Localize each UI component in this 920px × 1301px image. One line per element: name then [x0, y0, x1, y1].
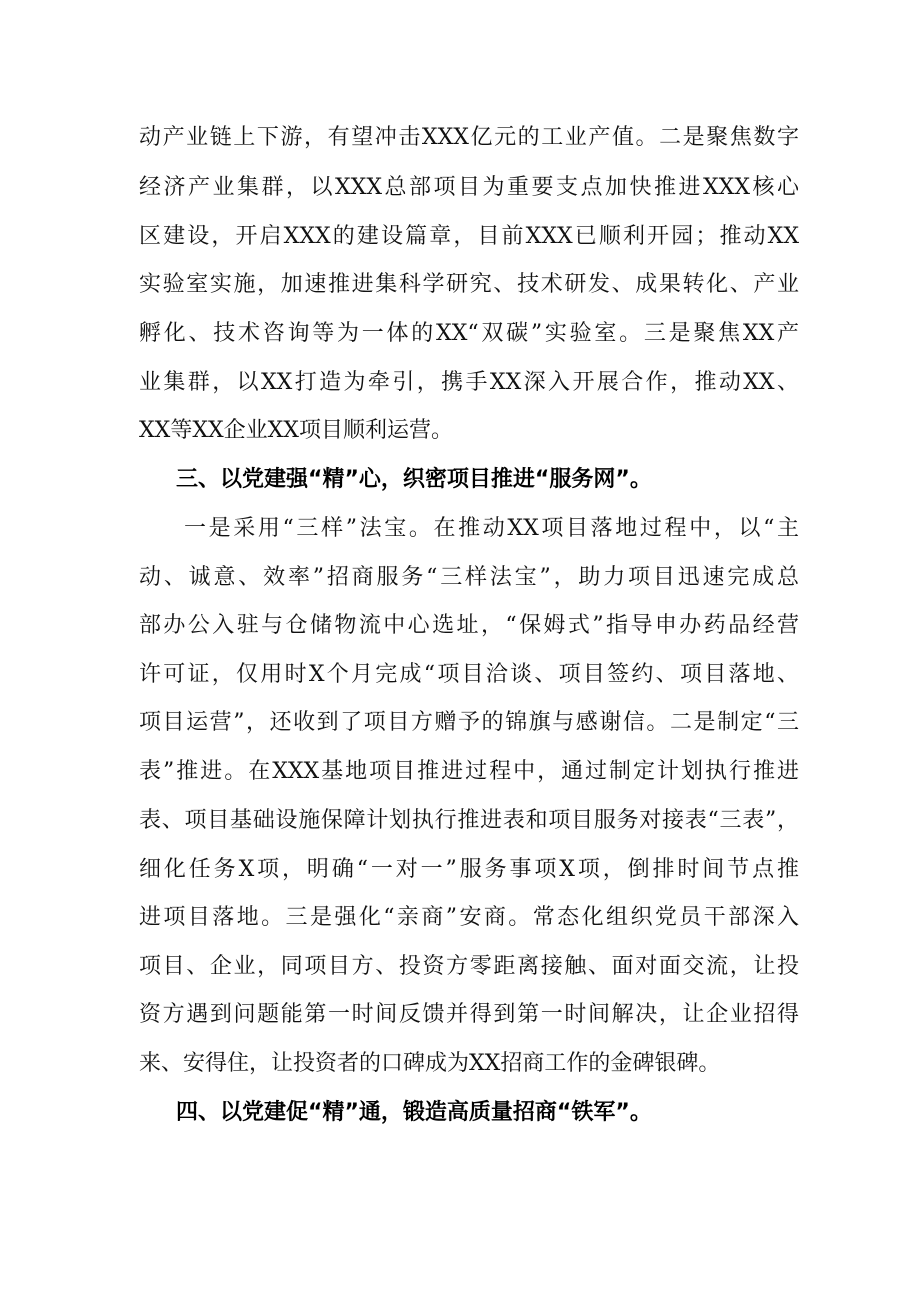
- paragraph-2-line-12: 来、安得住，让投资者的口碑成为XX招商工作的金碑银碑。: [139, 1051, 721, 1076]
- paragraph-1-line-6: 业集群，以XX打造为牵引，携手XX深入开展合作，推动XX、: [139, 370, 799, 395]
- paragraph-2-line-5: 项目运营”，还收到了项目方赠予的锦旗与感谢信。二是制定“三: [139, 710, 799, 735]
- paragraph-2-line-10: 项目、企业，同项目方、投资方零距离接触、面对面交流，让投: [139, 954, 799, 979]
- paragraph-1-line-4: 实验室实施，加速推进集科学研究、技术研发、成果转化、产业: [139, 272, 799, 297]
- paragraph-2-line-1: 一是采用“三样”法宝。在推动XX项目落地过程中，以“主: [184, 516, 799, 541]
- paragraph-1-line-3: 区建设，开启XXX的建设篇章，目前XXX已顺利开园；推动XX: [139, 224, 799, 249]
- paragraph-2-line-4: 许可证，仅用时X个月完成“项目洽谈、项目签约、项目落地、: [139, 662, 799, 687]
- paragraph-2-line-2: 动、诚意、效率”招商服务“三样法宝”，助力项目迅速完成总: [139, 565, 799, 590]
- paragraph-1-line-2: 经济产业集群，以XXX总部项目为重要支点加快推进XXX核心: [139, 175, 799, 200]
- paragraph-2-line-8: 细化任务X项，明确“一对一”服务事项X项，倒排时间节点推: [139, 857, 799, 882]
- section-heading-4: 四、以党建促“精”通，锻造高质量招商“铁军”。: [176, 1100, 652, 1125]
- paragraph-2-line-9: 进项目落地。三是强化“亲商”安商。常态化组织党员干部深入: [139, 905, 799, 930]
- paragraph-1-line-1: 动产业链上下游，有望冲击XXX亿元的工业产值。二是聚焦数字: [139, 125, 799, 150]
- section-heading-3: 三、以党建强“精”心，织密项目推进“服务网”。: [176, 467, 652, 492]
- paragraph-1-line-7: XX等XX企业XX项目顺利运营。: [139, 418, 453, 443]
- paragraph-2-line-3: 部办公入驻与仓储物流中心选址，“保姆式”指导申办药品经营: [139, 613, 799, 638]
- paragraph-2-line-7: 表、项目基础设施保障计划执行推进表和项目服务对接表“三表”，: [139, 808, 799, 833]
- paragraph-2-line-11: 资方遇到问题能第一时间反馈并得到第一时间解决，让企业招得: [139, 1002, 799, 1027]
- paragraph-1-line-5: 孵化、技术咨询等为一体的XX“双碳”实验室。三是聚焦XX产: [139, 321, 799, 346]
- paragraph-2-line-6: 表”推进。在XXX基地项目推进过程中，通过制定计划执行推进: [139, 759, 799, 784]
